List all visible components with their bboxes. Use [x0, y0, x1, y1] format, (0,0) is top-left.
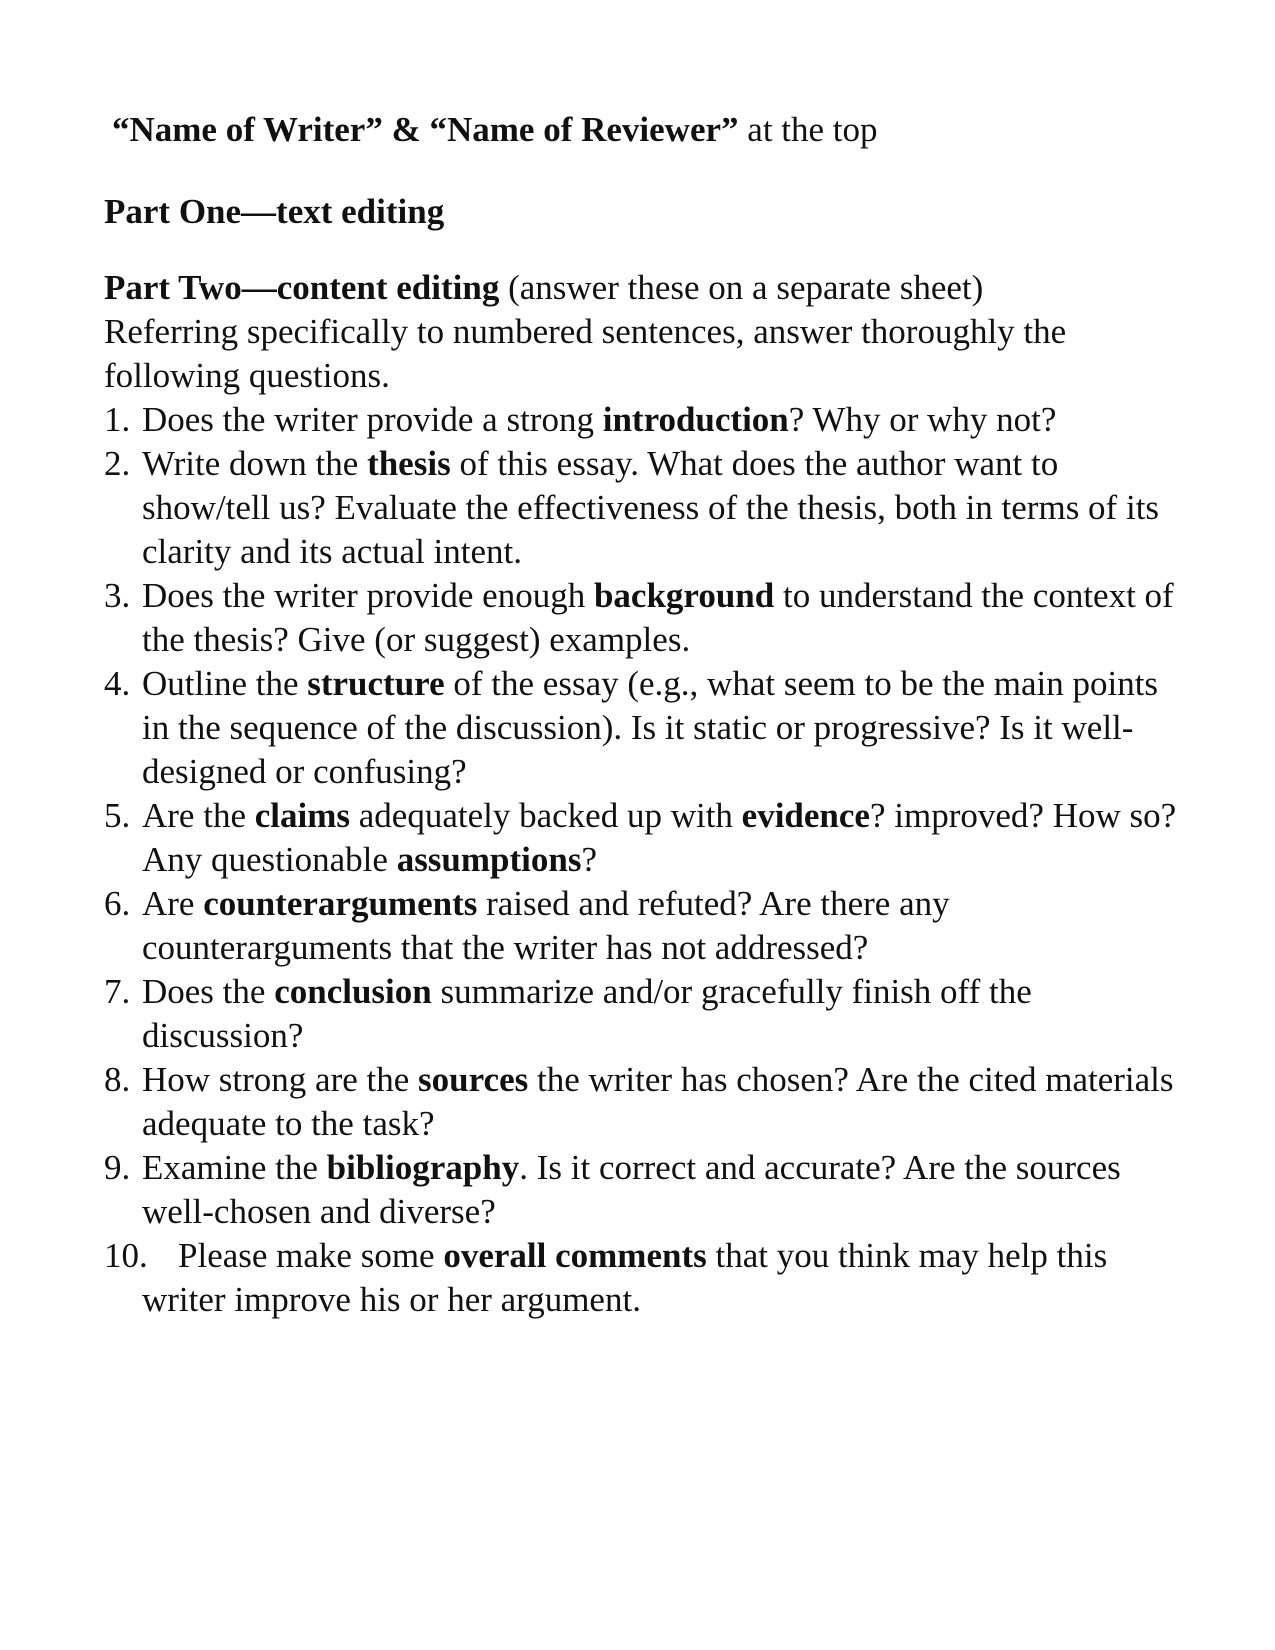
question-text: of the essay (e.g., what seem to be the main points in the sequence of the discussion). Is it static or progressive? Is it well-designed or confusing? — [142, 664, 1159, 791]
question-item — [104, 1234, 1179, 1322]
question-text: Write down the — [142, 444, 368, 483]
question-item — [104, 970, 1179, 1058]
question-text: Are — [142, 884, 204, 923]
question-number: 7. — [104, 972, 131, 1011]
question-text: Does the — [142, 972, 275, 1011]
question-keyword: assumptions — [396, 840, 582, 879]
question-keyword: bibliography — [326, 1148, 520, 1187]
question-text: summarize and/or gracefully finish off the discussion? — [142, 972, 1032, 1055]
header-bold-text: “Name of Writer” & “Name of Reviewer” — [112, 110, 739, 149]
question-text: Outline the — [142, 664, 308, 703]
question-text: the writer has chosen? Are the cited materials adequate to the task? — [142, 1060, 1174, 1143]
question-text: ? improved? How so? Any questionable — [142, 796, 1177, 879]
question-text: of this essay. What does the author want to show/tell us? Evaluate the effectiveness of the thesis, both in terms of its clarity and its actual intent. — [142, 444, 1160, 571]
question-text: that you think may help this writer improve his or her argument. — [142, 1236, 1108, 1319]
question-item — [104, 1058, 1179, 1146]
part-two-title: Part Two—content editing — [104, 268, 500, 307]
question-text: raised and refuted? Are there any counterarguments that the writer has not addressed? — [142, 884, 950, 967]
question-keyword: counterarguments — [203, 884, 478, 923]
question-text: Are the — [142, 796, 255, 835]
header-rest-text: at the top — [738, 110, 878, 149]
question-number: 3. — [104, 576, 131, 615]
question-keyword: background — [593, 576, 775, 615]
part-two-intro: Referring specifically to numbered sentences, answer thoroughly the following questions. — [104, 312, 1067, 395]
question-number: 6. — [104, 884, 131, 923]
question-text: Does the writer provide a strong — [142, 400, 603, 439]
question-item — [104, 662, 1179, 794]
question-item — [104, 1146, 1179, 1234]
part-one-title: Part One—text editing — [104, 192, 445, 231]
question-item — [104, 398, 1179, 442]
question-number: 2. — [104, 444, 131, 483]
question-keyword: claims — [254, 796, 350, 835]
question-number: 9. — [104, 1148, 131, 1187]
question-text: . Is it correct and accurate? Are the sources well-chosen and diverse? — [142, 1148, 1121, 1231]
question-number: 1. — [104, 400, 131, 439]
question-text: Please make some — [178, 1236, 444, 1275]
question-keyword: thesis — [367, 444, 451, 483]
question-text: ? Why or why not? — [788, 400, 1057, 439]
question-keyword: structure — [307, 664, 445, 703]
question-text: Examine the — [142, 1148, 327, 1187]
question-keyword: sources — [418, 1060, 529, 1099]
question-item — [104, 574, 1179, 662]
question-text: to understand the context of the thesis? Give (or suggest) examples. — [142, 576, 1174, 659]
question-keyword: overall comments — [443, 1236, 707, 1275]
question-keyword: introduction — [602, 400, 789, 439]
document-page — [104, 108, 1179, 1322]
question-number: 10. — [104, 1236, 148, 1275]
part-two-heading — [104, 266, 1179, 310]
questions-list — [104, 398, 1179, 1322]
question-item — [104, 882, 1179, 970]
header-instruction — [112, 108, 1179, 152]
question-item — [104, 794, 1179, 882]
question-item — [104, 442, 1179, 574]
question-text: ? — [581, 840, 598, 879]
question-text: adequately backed up with — [350, 796, 742, 835]
question-number: 8. — [104, 1060, 131, 1099]
question-keyword: conclusion — [274, 972, 432, 1011]
question-text: How strong are the — [142, 1060, 419, 1099]
part-two-note: (answer these on a separate sheet) — [499, 268, 984, 307]
question-number: 5. — [104, 796, 131, 835]
question-number: 4. — [104, 664, 131, 703]
question-keyword: evidence — [741, 796, 870, 835]
question-text: Does the writer provide enough — [142, 576, 594, 615]
